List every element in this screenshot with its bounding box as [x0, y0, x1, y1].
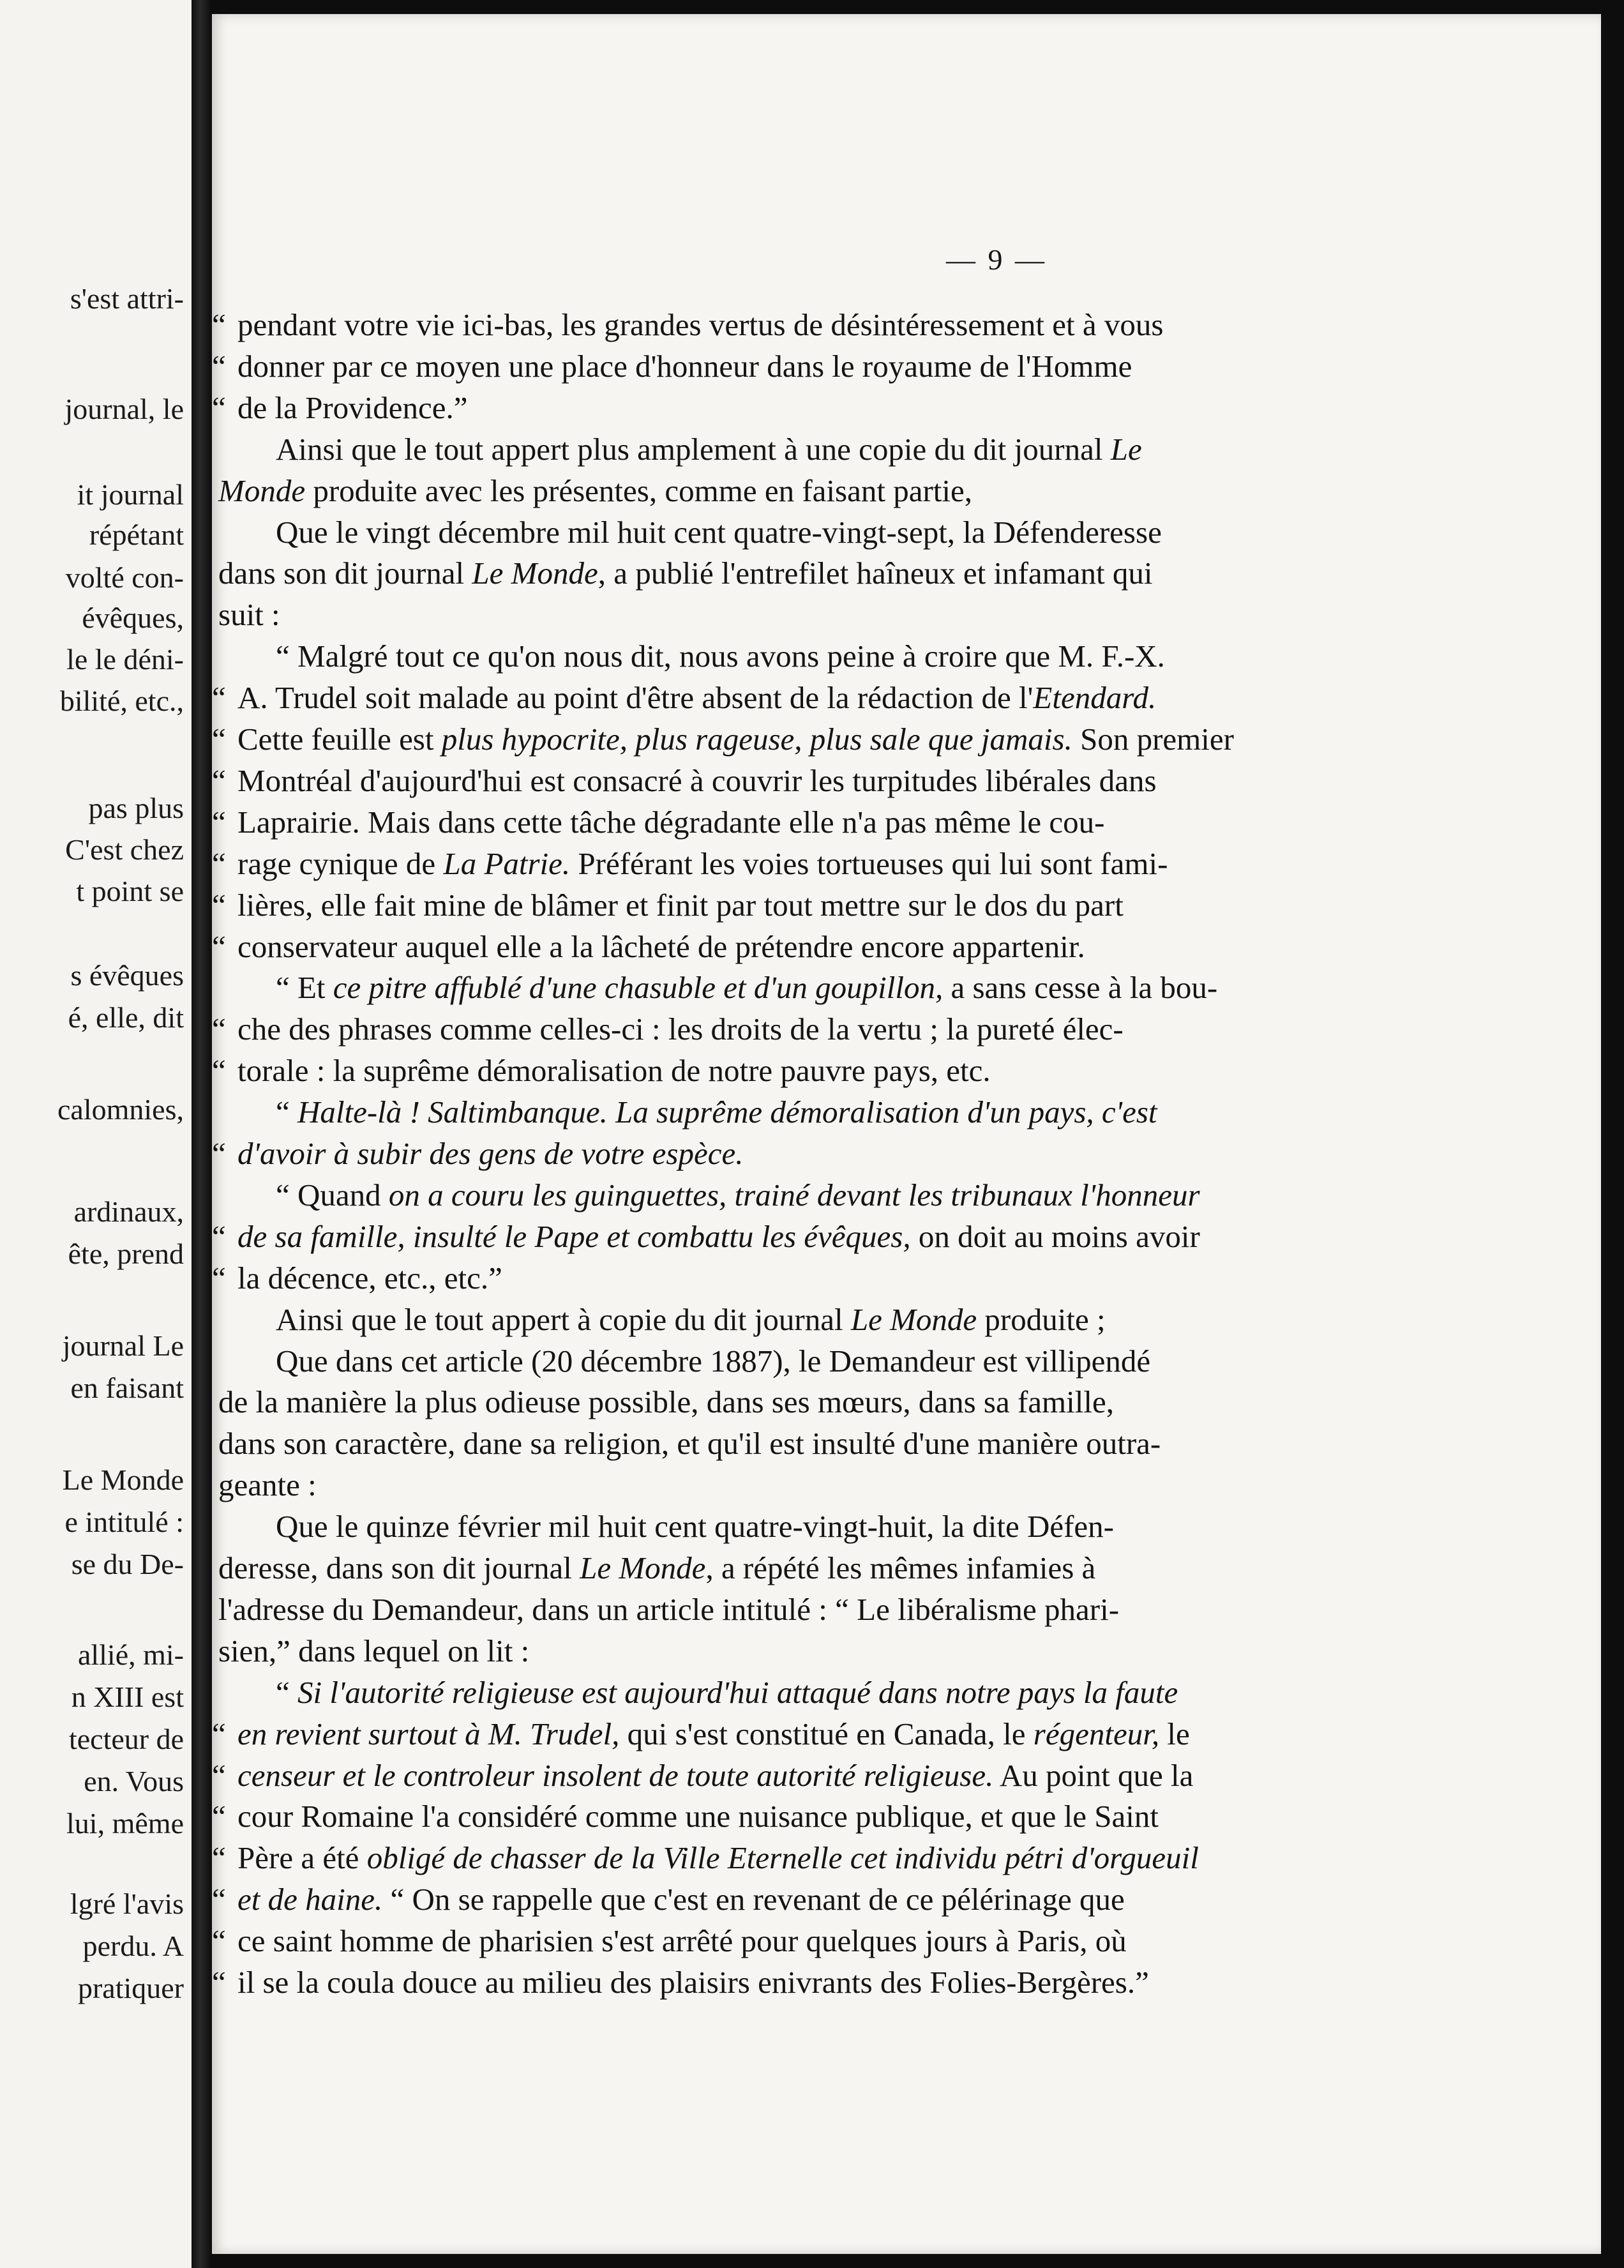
- text-run: pendant votre vie ici-bas, les grandes vertus de désintéressement et à vous: [237, 307, 1164, 342]
- text-run: , a répété les mêmes infamies à: [705, 1550, 1096, 1585]
- quote-mark: “: [212, 349, 226, 384]
- italic-run: La Patrie.: [443, 846, 571, 881]
- facing-page-line: en faisant: [70, 1372, 184, 1404]
- line-text: [218, 594, 280, 635]
- quote-mark: “: [212, 805, 226, 840]
- text-run: dans son caractère, dane sa religion, et qu'il est insulté d'une manière outra-: [218, 1426, 1161, 1461]
- line-text: [218, 1382, 1114, 1423]
- italic-run: Le Monde: [850, 1302, 977, 1337]
- line-text: [276, 636, 1165, 677]
- text-run: Préférant les voies tortueuses qui lui sont fami-: [570, 846, 1168, 881]
- facing-page-line: it journal: [77, 478, 184, 511]
- facing-page-line: ête, prend: [68, 1237, 184, 1270]
- line-text: [237, 1258, 502, 1299]
- text-run: ce saint homme de pharisien s'est arrêté pour quelques jours à Paris, où: [237, 1923, 1127, 1958]
- text-run: produite avec les présentes, comme en faisant partie,: [305, 473, 972, 508]
- line-text: [218, 1465, 317, 1506]
- line-text: [237, 719, 1234, 760]
- text-run: cour Romaine l'a considéré comme une nuisance publique, et que le Saint: [237, 1799, 1159, 1834]
- line-text: [237, 1838, 1199, 1879]
- facing-page-line: ardinaux,: [73, 1195, 184, 1228]
- body-text: [212, 14, 1601, 2254]
- text-run: qui s'est constitué en Canada, le: [619, 1716, 1034, 1751]
- line-text: [237, 760, 1157, 801]
- italic-run: Halte-là ! Saltimbanque. La suprême démoralisation d'un pays, c'est: [297, 1094, 1157, 1130]
- italic-run: Le: [1110, 432, 1142, 467]
- text-run: geante :: [218, 1467, 317, 1502]
- quote-mark: “: [212, 1011, 226, 1047]
- italic-run: Le Monde: [472, 556, 598, 591]
- text-run: che des phrases comme celles-ci : les droits de la vertu ; la pureté élec-: [237, 1011, 1124, 1047]
- line-text: [276, 1092, 1157, 1133]
- quote-mark: “: [212, 1840, 226, 1875]
- text-run: suit :: [218, 597, 280, 632]
- line-text: [237, 1714, 1190, 1755]
- text-run: Que le quinze février mil huit cent quatre-vingt-huit, la dite Défen-: [276, 1509, 1114, 1544]
- quote-mark: “: [212, 888, 226, 923]
- facing-page-line: e intitulé :: [64, 1506, 184, 1538]
- facing-page-line: répétant: [89, 518, 184, 551]
- italic-run: Etendard.: [1033, 680, 1157, 715]
- text-run: dans son dit journal: [218, 556, 472, 591]
- italic-run: de sa famille, insulté le Pape et combattu les évêques,: [237, 1219, 911, 1254]
- book-spine: [192, 0, 212, 2268]
- facing-page-fragment: [0, 0, 192, 2268]
- quote-mark: “: [212, 929, 226, 964]
- text-run: “: [276, 1675, 297, 1710]
- facing-page-line: t point se: [76, 875, 184, 907]
- line-text: [237, 1009, 1124, 1050]
- italic-run: censeur et le controleur insolent de toute autorité religieuse.: [237, 1758, 994, 1793]
- facing-page-line: perdu. A: [82, 1930, 184, 1962]
- facing-page-line: lui, même: [66, 1807, 184, 1840]
- facing-page-line: Le Monde: [62, 1463, 184, 1496]
- line-text: [237, 305, 1163, 345]
- line-text: [276, 1341, 1150, 1382]
- line-text: [276, 1299, 1106, 1340]
- line-text: [237, 1962, 1149, 2003]
- quote-mark: “: [212, 763, 226, 798]
- italic-run: en revient surtout à M. Trudel,: [237, 1716, 620, 1751]
- text-run: l'adresse du Demandeur, dans un article intitulé : “ Le libéralisme phari-: [218, 1592, 1120, 1627]
- page-number: — 9 —: [946, 243, 1047, 276]
- italic-run: on a couru les guinguettes, trainé devant les tribunaux l'honneur: [388, 1177, 1200, 1213]
- text-run: de la Providence.”: [237, 390, 468, 425]
- quote-mark: “: [212, 680, 226, 715]
- text-run: on doit au moins avoir: [910, 1219, 1200, 1254]
- line-text: [218, 1548, 1095, 1589]
- italic-run: d'avoir à subir des gens de votre espèce.: [237, 1136, 744, 1171]
- italic-run: et de haine.: [237, 1882, 383, 1917]
- line-text: [276, 1672, 1178, 1713]
- quote-mark: “: [212, 1758, 226, 1793]
- text-run: Ainsi que le tout appert à copie du dit journal: [276, 1302, 851, 1337]
- line-text: [218, 471, 972, 511]
- facing-page-line: é, elle, dit: [68, 1001, 184, 1034]
- quote-mark: “: [212, 307, 226, 342]
- line-text: [276, 1175, 1200, 1216]
- line-text: [237, 346, 1132, 387]
- text-run: Au point que la: [993, 1758, 1194, 1793]
- text-run: Son premier: [1072, 722, 1234, 757]
- facing-page-line: pas plus: [88, 792, 184, 824]
- text-run: lières, elle fait mine de blâmer et finit par tout mettre sur le dos du part: [237, 888, 1124, 923]
- facing-page-line: journal Le: [62, 1329, 184, 1362]
- quote-mark: “: [212, 1965, 226, 2000]
- facing-page-line: s évêques: [70, 959, 184, 992]
- line-text: [237, 885, 1124, 926]
- facing-page-line: C'est chez: [65, 833, 184, 866]
- facing-page-line: volté con-: [65, 561, 184, 594]
- text-run: Cette feuille est: [237, 722, 442, 757]
- italic-run: régenteur,: [1033, 1716, 1160, 1751]
- facing-page-line: s'est attri-: [70, 282, 184, 315]
- line-text: [237, 1796, 1159, 1837]
- italic-run: Le Monde: [580, 1550, 706, 1585]
- quote-mark: “: [212, 1882, 226, 1917]
- facing-page-line: le le déni-: [66, 643, 184, 676]
- text-run: le: [1159, 1716, 1190, 1751]
- line-text: [276, 967, 1217, 1008]
- line-text: [237, 388, 468, 428]
- quote-mark: “: [212, 1136, 226, 1171]
- text-run: la décence, etc., etc.”: [237, 1260, 502, 1296]
- facing-page-line: journal, le: [64, 393, 184, 425]
- line-text: [276, 429, 1142, 470]
- text-run: torale : la suprême démoralisation de notre pauvre pays, etc.: [237, 1053, 991, 1088]
- line-text: [237, 1050, 991, 1091]
- line-text: [237, 1921, 1127, 1962]
- italic-run: ce pitre affublé d'une chasuble et d'un goupillon,: [333, 970, 944, 1005]
- quote-mark: “: [212, 1923, 226, 1958]
- text-run: de la manière la plus odieuse possible, dans ses mœurs, dans sa famille,: [218, 1384, 1114, 1419]
- text-run: Que dans cet article (20 décembre 1887), le Demandeur est villipendé: [276, 1343, 1151, 1379]
- quote-mark: “: [212, 1799, 226, 1834]
- text-run: rage cynique de: [237, 846, 444, 881]
- text-run: a sans cesse à la bou-: [943, 970, 1218, 1005]
- line-text: [237, 926, 1085, 967]
- line-text: [237, 1216, 1200, 1257]
- facing-page-line: allié, mi-: [77, 1638, 184, 1671]
- facing-page-line: bilité, etc.,: [59, 684, 184, 717]
- text-run: Que le vingt décembre mil huit cent quatre-vingt-sept, la Défenderesse: [276, 515, 1162, 550]
- quote-mark: “: [212, 1219, 226, 1254]
- text-run: Père a été: [237, 1840, 367, 1875]
- text-run: A. Trudel soit malade au point d'être absent de la rédaction de l': [237, 680, 1034, 715]
- line-text: [218, 1423, 1161, 1464]
- text-run: sien,” dans lequel on lit :: [218, 1633, 530, 1668]
- line-text: [218, 1631, 529, 1672]
- facing-page-line: en. Vous: [84, 1765, 184, 1797]
- text-run: conservateur auquel elle a la lâcheté de prétendre encore appartenir.: [237, 929, 1085, 964]
- italic-run: plus hypocrite, plus rageuse, plus sale que jamais.: [441, 722, 1072, 757]
- line-text: [218, 1589, 1119, 1630]
- line-text: [237, 677, 1156, 718]
- quote-mark: “: [212, 846, 226, 881]
- line-text: [276, 512, 1162, 553]
- text-run: “ Quand: [276, 1177, 389, 1213]
- facing-page-line: n XIII est: [71, 1681, 184, 1713]
- line-text: [237, 1133, 743, 1174]
- facing-page-line: calomnies,: [57, 1093, 184, 1126]
- line-text: [237, 1879, 1125, 1920]
- quote-mark: “: [212, 1053, 226, 1088]
- text-run: Ainsi que le tout appert plus amplement à une copie du dit journal: [276, 432, 1111, 467]
- line-text: [237, 1755, 1193, 1796]
- facing-page-line: pratiquer: [77, 1972, 184, 2004]
- text-run: Montréal d'aujourd'hui est consacré à couvrir les turpitudes libérales dans: [237, 763, 1157, 798]
- line-text: [276, 1506, 1114, 1547]
- italic-run: Monde: [218, 473, 306, 508]
- text-run: donner par ce moyen une place d'honneur dans le royaume de l'Homme: [237, 349, 1132, 384]
- text-run: “ Malgré tout ce qu'on nous dit, nous avons peine à croire que M. F.-X.: [276, 639, 1165, 674]
- line-text: [237, 802, 1104, 843]
- quote-mark: “: [212, 722, 226, 757]
- text-run: il se la coula douce au milieu des plaisirs enivrants des Folies-Bergères.”: [237, 1965, 1149, 2000]
- text-run: “ Et: [276, 970, 333, 1005]
- text-run: “ On se rappelle que c'est en revenant de ce pélérinage que: [382, 1882, 1125, 1917]
- quote-mark: “: [212, 1716, 226, 1751]
- line-text: [237, 843, 1168, 884]
- quote-mark: “: [212, 1260, 226, 1296]
- text-run: , a publié l'entrefilet haîneux et infamant qui: [598, 556, 1153, 591]
- text-run: produite ;: [977, 1302, 1106, 1337]
- document-page: [212, 14, 1601, 2254]
- facing-page-line: se du De-: [71, 1548, 184, 1580]
- italic-run: obligé de chasser de la Ville Eternelle cet individu pétri d'orgueuil: [366, 1840, 1199, 1875]
- text-run: “: [276, 1094, 297, 1130]
- facing-page-line: lgré l'avis: [70, 1887, 184, 1920]
- facing-page-line: évêques,: [82, 601, 184, 634]
- text-run: Laprairie. Mais dans cette tâche dégradante elle n'a pas même le cou-: [237, 805, 1105, 840]
- italic-run: Si l'autorité religieuse est aujourd'hui attaqué dans notre pays la faute: [297, 1675, 1178, 1710]
- text-run: deresse, dans son dit journal: [218, 1550, 580, 1585]
- quote-mark: “: [212, 390, 226, 425]
- line-text: [218, 553, 1153, 594]
- facing-page-line: tecteur de: [68, 1723, 184, 1755]
